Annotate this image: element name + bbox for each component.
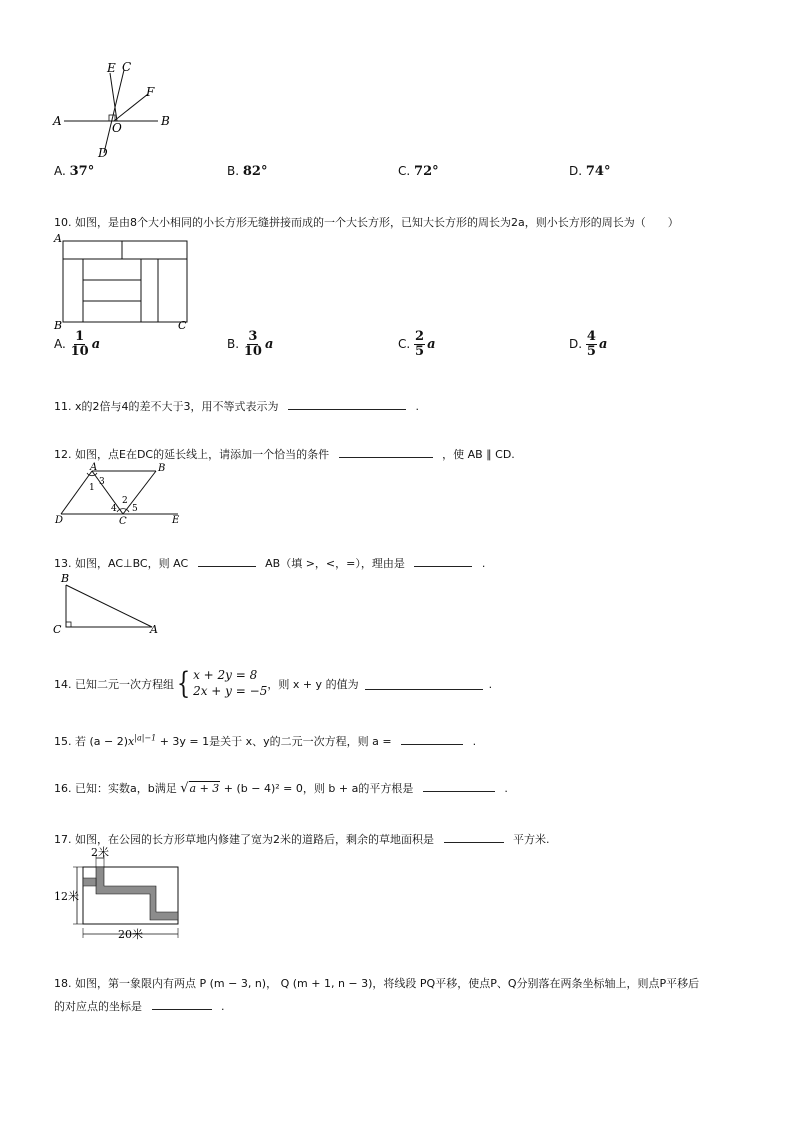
q10-option-a[interactable]: A. $\frac{1}{10}$ a [54,329,101,359]
q9-label-f: F [146,85,155,99]
q9-label-e: E [107,61,116,75]
q12-label-e: E [172,515,180,526]
q11-answer-blank[interactable] [288,399,406,410]
q17-park-road-figure [52,846,184,940]
q10-label-b: B [54,319,63,332]
q12-label-b: B [158,463,166,474]
q12-line: 12. 如图，点E在DC的延长线上，请添加一个恰当的条件 ，使 AB ∥ CD. [54,448,515,461]
q9-option-a[interactable]: A. 37° [54,164,95,179]
q10-option-b[interactable]: B. $\frac{3}{10}$ a [227,329,274,359]
q16-line: 16. 已知：实数a，b满足 √a + 3 + (b − 4)² = 0，则 b + a的平方根是 . [54,781,508,796]
q13-label-c: C [53,623,62,636]
q12-angle-4: 4 [111,504,117,514]
q10-option-b-fraction: $\frac{3}{10}$ [243,329,262,359]
q9-option-c[interactable]: C. 72° [398,164,439,179]
q9-label-d: D [98,146,108,160]
q12-label-a: A [90,462,98,473]
q12-angle-1: 1 [89,483,95,493]
q10-rectangle-figure [52,232,197,332]
q16-sqrt-sign: √ [180,781,189,796]
q9-label-b: B [161,114,170,128]
q13-label-a: A [150,623,158,636]
q10-text: 10. 如图，是由8个大小相同的小长方形无缝拼接而成的一个大长方形，已知大长方形的周长为2a，则小长方形的周长为（ ） [54,216,679,229]
q14-line: 14. 已知二元一次方程组 { x + 2y = 8 2x + y = −5 ，则 x + y 的值为 . [54,666,493,701]
q18-answer-blank[interactable] [152,999,212,1010]
q12-angle-2: 2 [122,496,128,506]
q10-option-d[interactable]: D. $\frac{4}{5}$ a [569,329,608,359]
q17-label-width: 2米 [91,846,109,859]
q14-brace: { [176,666,191,701]
q10-option-a-fraction: $\frac{1}{10}$ [70,329,89,359]
q9-option-b[interactable]: B. 82° [227,164,268,179]
q16-answer-blank[interactable] [423,781,495,792]
q18-line-1: 18. 如图，第一象限内有两点 P (m − 3, n)， Q (m + 1, n − 3)，将线段 PQ平移，使点P、Q分别落在两条坐标轴上，则点P平移后 [54,977,700,990]
q9-angle-figure [50,58,180,160]
q9-label-a: A [53,114,62,128]
q12-label-d: D [55,515,64,526]
q10-label-c: C [178,319,187,332]
q12-angle-3: 3 [99,477,105,487]
q14-answer-blank[interactable] [365,679,483,690]
q11-line: 11. x的2倍与4的差不大于3，用不等式表示为 . [54,400,419,413]
q10-option-d-fraction: $\frac{4}{5}$ [586,329,596,359]
q17-answer-blank[interactable] [444,832,504,843]
q9-option-d[interactable]: D. 74° [569,164,611,179]
q9-label-o: O [112,121,122,135]
q12-parallelogram-figure [52,462,187,526]
q13-answer-blank-2[interactable] [414,556,472,567]
q15-line: 15. 若 $(a - 2)x^{|a|-1} + 3y = 1$是关于 x、y的二元一次方程，则 a = . [54,733,477,748]
q10-option-c-fraction: $\frac{2}{5}$ [415,329,425,359]
q15-answer-blank[interactable] [401,734,463,745]
q13-answer-blank-1[interactable] [198,556,256,567]
q17-line: 17. 如图，在公园的长方形草地内修建了宽为2米的道路后，剩余的草地面积是 平方米. [54,833,550,846]
q10-label-a: A [54,232,62,245]
q9-label-c: C [122,60,132,74]
q18-line-2: 的对应点的坐标是 . [54,1000,225,1013]
q10-option-c[interactable]: C. $\frac{2}{5}$ a [398,329,436,359]
q17-label-height: 12米 [54,890,79,903]
q13-right-triangle-figure [52,570,164,636]
q12-angle-5: 5 [132,504,138,514]
q17-label-length: 20米 [118,928,143,940]
q12-answer-blank[interactable] [339,447,433,458]
q12-label-c: C [119,516,127,526]
q13-label-b: B [61,572,70,585]
q14-equation-system: x + 2y = 8 2x + y = −5 [193,668,268,698]
q13-line: 13. 如图，AC⊥BC，则 AC AB（填 >，<，=），理由是 . [54,557,486,570]
